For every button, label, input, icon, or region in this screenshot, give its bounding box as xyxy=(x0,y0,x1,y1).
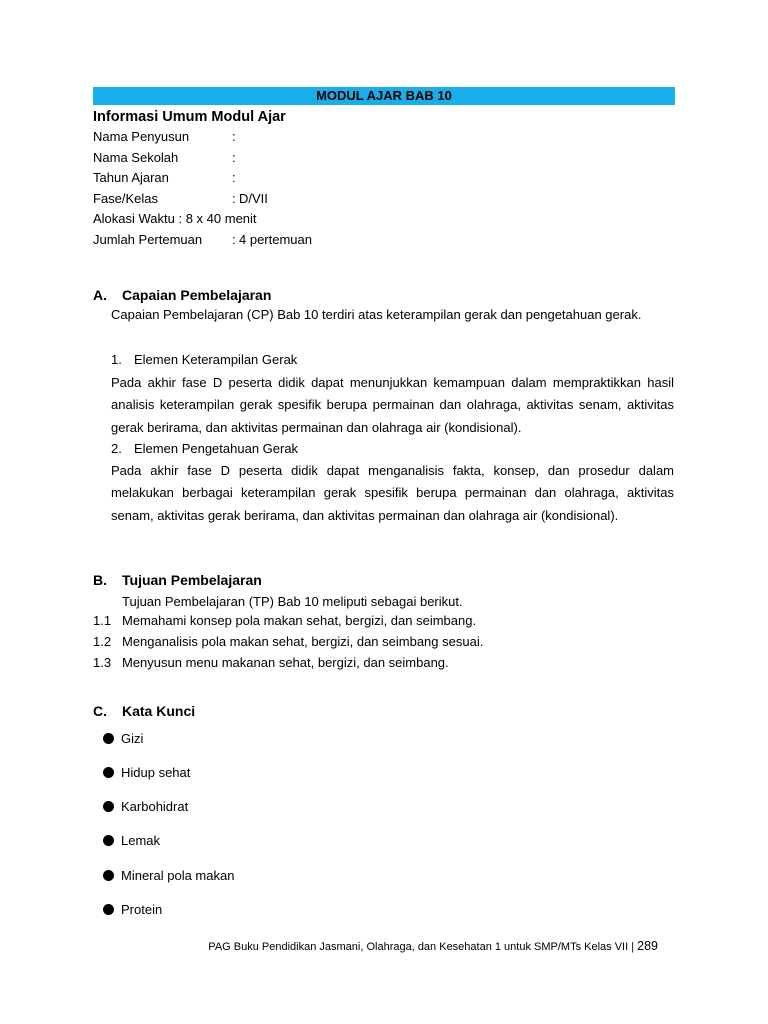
info-colon: : xyxy=(232,149,236,165)
keyword-text: Mineral pola makan xyxy=(121,868,235,883)
section-title: Tujuan Pembelajaran xyxy=(122,572,262,588)
section-c-heading xyxy=(93,701,195,721)
footer-text: PAG Buku Pendidikan Jasmani, Olahraga, dan Kesehatan 1 untuk SMP/MTs Kelas VII xyxy=(208,941,629,953)
info-row xyxy=(93,148,693,169)
info-row xyxy=(93,127,693,148)
bullet-icon xyxy=(103,904,114,915)
info-label: Jumlah Pertemuan xyxy=(93,231,203,247)
objective-number: 1.3 xyxy=(93,655,112,670)
info-alokasi: Alokasi Waktu : 8 x 40 menit xyxy=(93,211,257,226)
info-label: Fase/Kelas xyxy=(93,190,159,206)
bullet-icon xyxy=(103,870,114,881)
section-title: Capaian Pembelajaran xyxy=(122,287,272,303)
section-a-heading xyxy=(93,285,271,305)
info-heading: Informasi Umum Modul Ajar xyxy=(93,109,286,125)
page-number: 289 xyxy=(637,939,658,953)
keyword-text: Gizi xyxy=(121,731,144,746)
page-footer xyxy=(208,937,658,956)
objective-item xyxy=(93,653,449,673)
section-a-item-text: Pada akhir fase D peserta didik dapat menunjukkan kemampuan dalam mempraktikkan hasil analisis keterampilan gerak spesifik berupa permainan dan olahraga, aktivitas senam, aktivitas gerak berirama, dan aktivitas permainan dan olahraga air (kondisional). xyxy=(111,375,674,435)
section-b-intro: Tujuan Pembelajaran (TP) Bab 10 meliputi sebagai berikut. xyxy=(122,594,463,609)
objective-number: 1.1 xyxy=(93,613,112,628)
keyword-item xyxy=(103,797,188,817)
keyword-text: Karbohidrat xyxy=(121,799,189,814)
keyword-item xyxy=(103,763,190,783)
module-title-bar xyxy=(93,87,675,105)
bullet-icon xyxy=(103,835,114,846)
keyword-item xyxy=(103,831,160,851)
footer-separator: | xyxy=(631,941,635,953)
info-label: Nama Sekolah xyxy=(93,149,179,165)
section-a-item-text: Pada akhir fase D peserta didik dapat menganalisis fakta, konsep, dan prosedur dalam melakukan berbagai keterampilan gerak spesifik berupa permainan dan olahraga, aktivitas senam, aktivitas gerak berirama, dan aktivitas permainan dan olahraga air (kondisional). xyxy=(111,463,674,523)
objective-item xyxy=(93,611,476,631)
section-title: Kata Kunci xyxy=(122,703,196,719)
info-colon: : xyxy=(232,231,236,247)
info-row xyxy=(93,189,693,210)
objective-item xyxy=(93,632,483,652)
info-list xyxy=(93,127,693,250)
module-title: MODUL AJAR BAB 10 xyxy=(316,88,452,103)
item-number: 2. xyxy=(111,441,122,456)
keyword-item xyxy=(103,866,234,886)
info-colon: : xyxy=(232,129,236,144)
section-b-heading xyxy=(93,570,262,590)
section-letter: C. xyxy=(93,703,107,719)
info-colon: : xyxy=(232,190,236,206)
info-row xyxy=(93,168,693,189)
section-a-item xyxy=(111,438,298,460)
keyword-text: Lemak xyxy=(121,833,161,848)
item-title: Elemen Pengetahuan Gerak xyxy=(134,441,299,456)
keyword-text: Protein xyxy=(121,902,163,917)
objective-text: Menganalisis pola makan sehat, bergizi, dan seimbang sesuai. xyxy=(122,634,484,649)
info-label: Tahun Ajaran xyxy=(93,170,169,185)
objective-text: Menyusun menu makanan sehat, bergizi, dan seimbang. xyxy=(122,655,449,670)
section-a-item xyxy=(111,349,297,371)
section-letter: A. xyxy=(93,287,107,303)
bullet-icon xyxy=(103,767,114,778)
keyword-text: Hidup sehat xyxy=(121,765,191,780)
objective-number: 1.2 xyxy=(93,634,112,649)
item-title: Elemen Keterampilan Gerak xyxy=(134,352,298,367)
info-colon: : xyxy=(232,170,236,185)
objective-text: Memahami konsep pola makan sehat, bergizi, dan seimbang. xyxy=(122,613,477,628)
keyword-item xyxy=(103,729,143,749)
info-value: D/VII xyxy=(239,190,268,206)
info-row-alokasi xyxy=(93,209,693,230)
info-label: Nama Penyusun xyxy=(93,129,190,144)
section-letter: B. xyxy=(93,572,107,588)
item-number: 1. xyxy=(111,352,122,367)
keyword-item xyxy=(103,900,162,920)
bullet-icon xyxy=(103,733,114,744)
bullet-icon xyxy=(103,801,114,812)
info-value: 4 pertemuan xyxy=(239,231,312,247)
section-a-intro: Capaian Pembelajaran (CP) Bab 10 terdiri atas keterampilan gerak dan pengetahuan gerak. xyxy=(111,307,642,322)
info-row-jumlah xyxy=(93,230,693,251)
